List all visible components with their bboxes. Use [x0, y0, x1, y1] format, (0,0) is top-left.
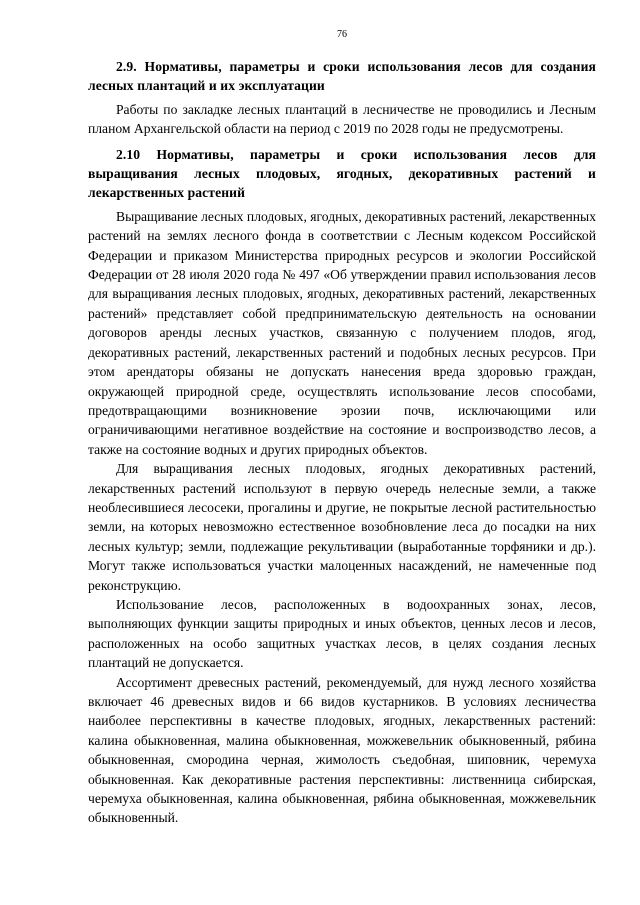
paragraph: Для выращивания лесных плодовых, ягодных декоративных растений, лекарственных растений используют в первую очередь нелесные земли, а также необлесившиеся лесосеки, прогалины и другие, не покрытые лесной растительностью земли, на которых невозможно естественное возобновление леса до посадки на них лесных культур; земли, подлежащие рекультивации (выработанные торфяники и др.). Могут также использоваться участки малоценных насаждений, не намеченные под реконструкцию.	[88, 461, 596, 593]
section-heading: 2.9. Нормативы, параметры и сроки использования лесов для создания лесных плантаций и их эксплуатации	[88, 59, 596, 94]
paragraph: Работы по закладке лесных плантаций в лесничестве не проводились и Лесным планом Архангельской области на период с 2019 по 2028 годы не предусмотрены.	[88, 101, 596, 137]
paragraph: Использование лесов, расположенных в водоохранных зонах, лесов, выполняющих функции защиты природных и иных объектов, ценных лесов и лесов, расположенных на особо защитных участках лесов, в целях создания лесных плантаций не допускается.	[88, 596, 596, 671]
section-heading: 2.10 Нормативы, параметры и сроки использования лесов для выращивания лесных плодовых, ягодных, декоративных растений и лекарственных растений	[88, 146, 596, 201]
paragraph: Ассортимент древесных растений, рекомендуемый, для нужд лесного хозяйства включает 46 древесных видов и 66 видов кустарников. В условиях лесничества наиболее перспективны в качестве плодовых, ягодных, лекарственных растений: калина обыкновенная, малина обыкновенная, можжевельник обыкновенный, рябина обыкновенная, смородина черная, жимолость съедобная, шиповник, черемуха обыкновенная. Как декоративные растения перспективны: лиственница сибирская, черемуха обыкновенная, калина обыкновенная, рябина обыкновенная, можжевельник обыкновенный.	[88, 674, 596, 826]
page-number: 76	[337, 29, 347, 40]
document-body	[88, 57, 596, 828]
section-2-9	[88, 57, 596, 139]
section-2-10	[88, 145, 596, 828]
paragraph: Выращивание лесных плодовых, ягодных, декоративных растений, лекарственных растений на землях лесного фонда в соответствии с Лесным кодексом Российской Федерации и приказом Министерства природных ресурсов и экологии Российской Федерации от 28 июля 2020 года № 497 «Об утверждении правил использования лесов для выращивания лесных плодовых, ягодных, декоративных растений, лекарственных растений» представляет собой предпринимательскую деятельность на основании договоров аренды лесных участков, связанную с получением плодов, ягод, декоративных растений, лекарственных растений и подобных лесных ресурсов. При этом арендаторы обязаны не допускать нанесения вреда здоровью граждан, окружающей природной среде, осуществлять использование лесов способами, предотвращающими возникновение эрозии почв, исключающими или ограничивающими негативное воздействие на состояние и воспроизводство лесов, а также на состояние водных и других природных объектов.	[88, 208, 596, 457]
